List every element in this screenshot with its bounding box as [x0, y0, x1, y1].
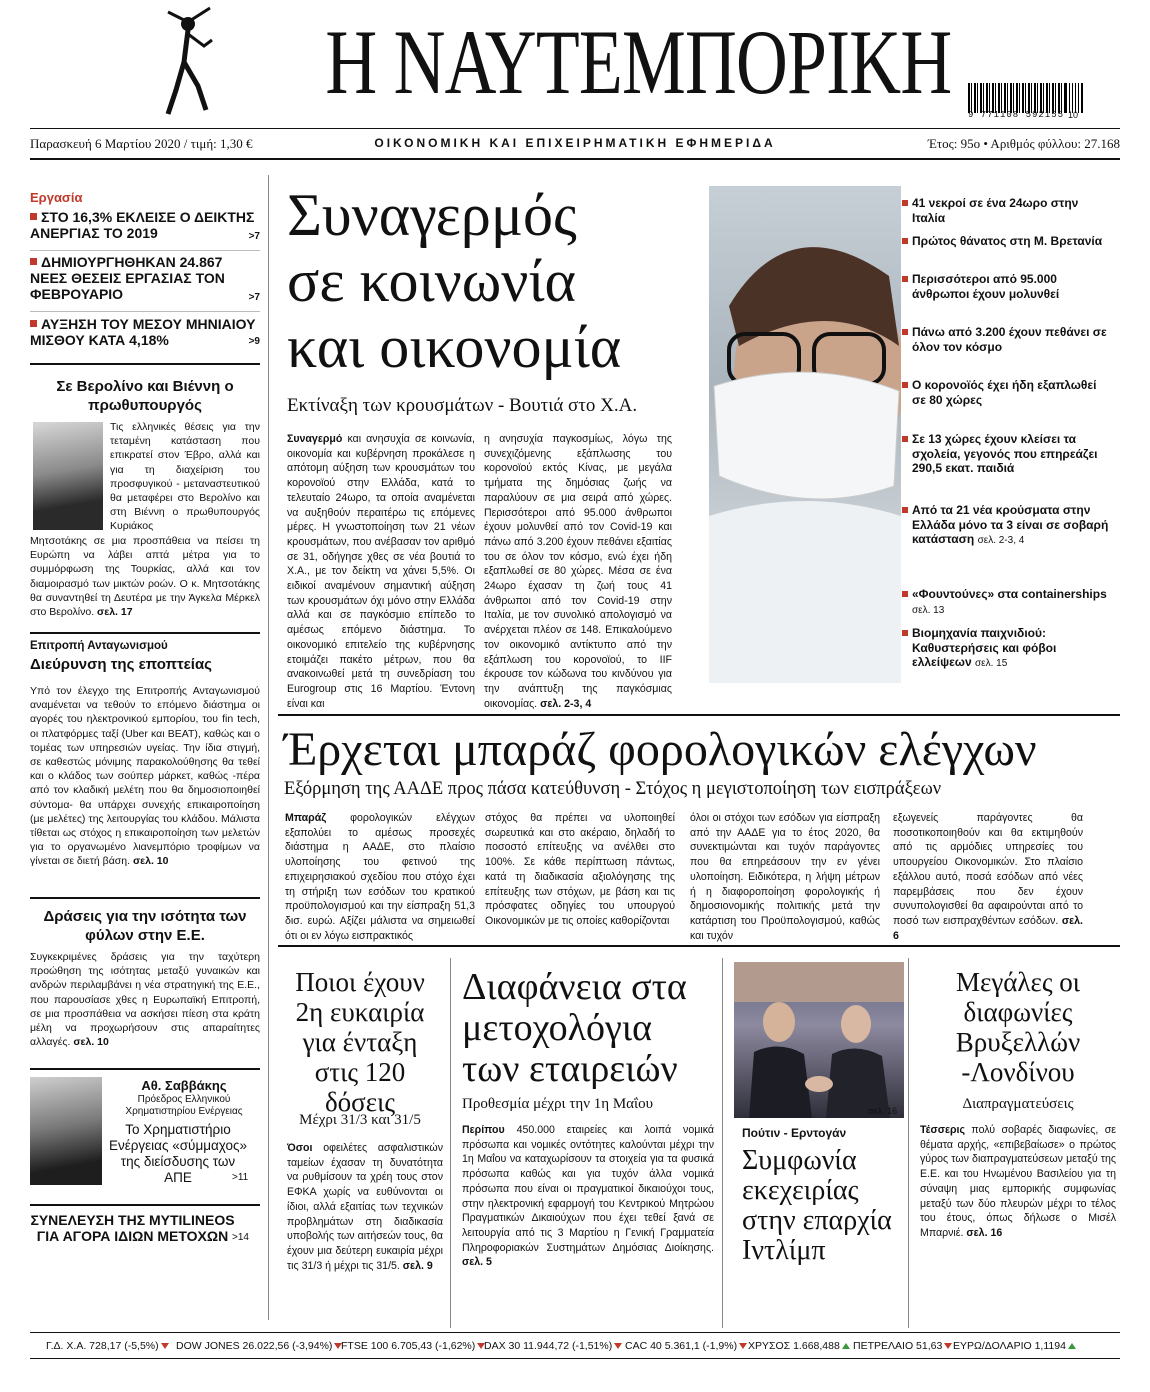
comp-body-text: Υπό τον έλεγχο της Επιτροπής Ανταγωνισμού αναμένεται να τεθούν το επόμενο διάστημα οι αγορές του ηλεκτρονικού εμπορίου, του fin tech, οι πλατφόρμες ταξί (Uber και BEAT), καθώς και ο τομέας των υπηρεσιών υγείας. Την ίδια στιγμή, σε καθεστώς μόνιμης παρακολούθησης θα τεθεί και ο κλάδος των σούπερ μάρκετ, καθώς -πέρα από τον κλαδική μελέτη που θα δημοσιοποιηθεί σύντομα- θα υπάρχει συνεχής επικαιροποίηση (με μελέτες) της λειτουργίας του κλάδου. Μάλιστα τίθεται ως στόχος η επικαιροποίηση των μελετών για το οργανωμένο λιανεμπόριο τροφίμων να γίνεται σε διετή βάση.: [30, 685, 260, 868]
barcode-small: [1066, 83, 1082, 113]
left-bullet: [30, 209, 260, 245]
up-arrow-icon: [1068, 1343, 1076, 1349]
fact-item: [912, 432, 1112, 476]
page-ref: >7: [248, 292, 260, 303]
dose-deck: Μέχρι 31/3 και 31/5: [299, 1112, 421, 1128]
ticker-value: 728,17 (-5,5%): [89, 1340, 159, 1352]
fact-text: Σε 13 χώρες έχουν κλείσει τα σχολεία, γεγονός που επηρεάζει 290,5 εκατ. παιδιά: [912, 432, 1098, 475]
fact-item: [912, 378, 1112, 407]
eq-ref: σελ. 10: [73, 1036, 109, 1049]
ticker-name: DOW JONES: [176, 1340, 240, 1352]
tax-col4-text: εξωγενείς παράγοντες θα ποσοτικοποιηθούν και θα εκτιμηθούν από τις αρμόδιες υπηρεσίες του υπουργείου Οικονομικών. Στο πλαίσιο εξάλλου αυτό, ποσά εσόδων από νέες παρεμβάσεις που δεν έχουν συνυπολογισθεί θα αφαιρούνται από το ποσό των εισπραχθέντων εσόδων.: [893, 812, 1083, 927]
ticker-value: 6.705,43 (-1,62%): [391, 1340, 476, 1352]
eq-headline: Δράσεις για την ισότητα των φύλων στην Ε.Ε.: [43, 908, 247, 944]
dose-text: οφειλέτες ασφαλιστικών ταμείων έχασαν τη δυνατότητα να ρυθμίσουν τα χρέη τους στον ΕΦΚΑ χωρίς να ευθύνονται οι ίδιοι, αλλά εξαιτίας των τεχνικών προβλημάτων στη διαδικασία υποβολής των αιτήσεών τους, θα έχουν μια δεύτερη ευκαιρία μέχρι τις 31/3 ή μέχρι τις 31/5.: [287, 1142, 443, 1272]
ticker-item: [46, 1340, 169, 1352]
fact-text: 41 νεκροί σε ένα 24ωρο στην Ιταλία: [912, 196, 1079, 225]
barcode-small-number: 10: [1068, 110, 1079, 120]
ticker-item: [176, 1340, 342, 1352]
tax-col4-ref: σελ. 6: [893, 914, 1084, 942]
lead-col2-ref: σελ. 2-3, 4: [540, 697, 592, 710]
ticker-item: [953, 1340, 1076, 1352]
savvakis-quote: Το Χρηματιστήριο Ενέργειας «σύμμαχος» της διείσδυσης των ΑΠΕ: [108, 1122, 248, 1185]
fact-text: Από τα 21 νέα κρούσματα στην Ελλάδα μόνο τα 3 είναι σε σοβαρή κατάσταση: [912, 503, 1109, 546]
transp-ref: σελ. 5: [462, 1256, 492, 1269]
down-arrow-icon: [739, 1343, 747, 1349]
fact-text: «Φουντούνες» στα containerships: [912, 587, 1107, 601]
fact-ref: σελ. 2-3, 4: [977, 535, 1025, 546]
fact-item: [912, 234, 1112, 249]
tax-col1-text: φορολογικών ελέγχων εξαπολύει το αμέσως προσεχές διάστημα η ΑΑΔΕ, στο πλαίσιο υλοποίησης του φετινού της επιχειρησιακού σχεδίου που στόχο έχει τη στήριξη των εσόδων του κρατικού προϋπολογισμού και την είσπραξη 51,3 δισ. ευρώ. Αξίζει μάλιστα να σημειωθεί ότι οι εν λόγω εισπρακτικός: [285, 812, 475, 942]
putin-headline: Συμφωνία εκεχειρίας στην επαρχία Ιντλίμπ: [742, 1145, 892, 1266]
tax-col3-text: όλοι οι στόχοι των εσόδων για είσπραξη από την ΑΑΔΕ για το έτος 2020, θα συνεκτιμώνται και τυχόν παράγοντες που θα επηρεάσουν την εν γένει υλοποίηση. Ειδικότερα, η λήψη μέτρων ή η διαφοροποίηση φορολογικής ή δημοσιονομικής πολιτικής μετά την κατάρτιση του Προϋπολογισμού, καθώς και τυχόν: [690, 812, 880, 942]
hermes-logo: [158, 2, 220, 120]
down-arrow-icon: [161, 1343, 169, 1349]
lead-col1-text: και ανησυχία σε κοινωνία, οικονομία και κυβέρνηση προκάλεσε η απότομη αύξηση των κρουσμάτων του κορονοϊού στην Ελλάδα, κατά το τελευταίο 24ωρο, τα οποία αναμένεται να αυξηθούν περαιτέρω τις επόμενες μέρες. Η γνωστοποίηση των 21 νέων κρουσμάτων, που ανέβασαν τον αριθμό σε 31, οδήγησε χθες σε νέα βουτιά το Χ.Α., με τον δείκτη να χάνει 5,5%. Οι ειδικοί αναμένουν σημαντική αύξηση των κρουσμάτων όχι μόνο στην Ελλάδα αλλά και σε παγκόσμιο επίπεδο το αμέσως επόμενο διάστημα. Το οικονομικό επιτελείο της κυβέρνησης ετοιμάζει πακέτο μέτρων, που θα ανακοινωθεί μετά τη συνεδρίαση του Eurogroup στις 16 Μαρτίου. Έντονη είναι και: [287, 433, 475, 710]
brexit-lead: Τέσσερις: [920, 1124, 965, 1136]
page-ref: >7: [248, 231, 260, 242]
pm-photo: [33, 422, 103, 530]
bullet-text: ΔΗΜΙΟΥΡΓΗΘΗΚΑΝ 24.867 ΝΕΕΣ ΘΕΣΕΙΣ ΕΡΓΑΣΙΑΣ ΤΟΝ ΦΕΒΡΟΥΑΡΙΟ: [30, 254, 225, 302]
tax-col-3: [690, 811, 880, 943]
transp-text: 450.000 εταιρείες και λοιπά νομικά πρόσωπα και νομικές οντότητες καλούνται μέχρι την 1η Μαΐου να καταχωρίσουν τα στοιχεία για τα φυσικά πρόσωπα καθώς και για τυχόν άλλα νομικά πρόσωπα που είναι οι πραγματικοί δικαιούχοι τους, στην ηλεκτρονική εφαρμογή του Κεντρικού Μητρώου Πραγματικών Δικαιούχων που έχει τεθεί ξανά σε λειτουργία από τις 3 Μαρτίου η Γενική Γραμματεία Πληροφοριακών Συστημάτων Δημόσιας Διοίκησης.: [462, 1124, 714, 1254]
issue-info: Έτος: 95ο • Αριθμός φύλλου: 27.168: [927, 136, 1120, 151]
ticker-name: ΕΥΡΩ/ΔΟΛΑΡΙΟ: [953, 1340, 1032, 1352]
lead-col1-lead: Συναγερμό: [287, 433, 343, 445]
savvakis-role: Πρόεδρος Ελληνικού Χρηματιστηρίου Ενέργειας: [125, 1094, 243, 1117]
ticker-name: CAC 40: [625, 1340, 662, 1352]
fact-text: Πάνω από 3.200 έχουν πεθάνει σε όλον τον κόσμο: [912, 325, 1107, 354]
page-ref: >9: [248, 336, 260, 347]
savvakis-page: >11: [232, 1172, 249, 1183]
ticker-item: [341, 1340, 485, 1352]
ticker-value: 51,63: [916, 1340, 943, 1352]
bullet-text: ΣΤΟ 16,3% ΕΚΛΕΙΣΕ Ο ΔΕΙΚΤΗΣ ΑΝΕΡΓΙΑΣ ΤΟ 2019: [30, 209, 255, 241]
ticker-name: ΠΕΤΡΕΛΑΙΟ: [853, 1340, 914, 1352]
ticker-item: [625, 1340, 747, 1352]
comp-ref: σελ. 10: [132, 855, 169, 868]
fact-item: [912, 272, 1112, 301]
transp-headline: Διαφάνεια στα μετοχολόγια των εταιρειών: [462, 966, 687, 1090]
bullet-square-icon: [30, 258, 37, 265]
brexit-headline: Μεγάλες οι διαφωνίες Βρυξελλών -Λονδίνου: [955, 967, 1081, 1087]
transp-deck: Προθεσμία μέχρι την 1η Μαΐου: [462, 1096, 654, 1112]
ticker-name: ΧΡΥΣΟΣ: [748, 1340, 791, 1352]
ticker-value: 1,1194: [1034, 1340, 1066, 1352]
down-arrow-icon: [944, 1343, 952, 1349]
ticker-item: [853, 1340, 952, 1352]
barcode-number: 9 771108 592155: [968, 110, 1065, 120]
eq-body-text: Συγκεκριμένες δράσεις για την ταχύτερη προώθηση της ισότητας μεταξύ γυναικών και ανδρών περιλαμβάνει η νέα στρατηγική της Ε.Ε., που παρουσίασε χθες η Ευρωπαϊκή Επιτροπή, σε μια προσπάθεια να ασκήσει πίεση στα κράτη μέλη να προχωρήσουν στις απαραίτητες αλλαγές.: [30, 951, 260, 1049]
masthead-title: Η ΝΑΥΤΕΜΠΟΡΙΚΗ: [325, 11, 952, 113]
fact-item: [912, 503, 1112, 549]
ticker-value: 11.944,72 (-1,51%): [523, 1340, 613, 1352]
left-bullet: [30, 316, 260, 350]
tax-col1-lead: Μπαράζ: [285, 812, 327, 824]
lead-col-1: [287, 432, 475, 711]
transp-lead: Περίπου: [462, 1124, 505, 1136]
bullet-square-icon: [30, 320, 37, 327]
left-bullet: [30, 254, 260, 306]
brexit-deck: Διαπραγματεύσεις: [962, 1096, 1074, 1112]
fact-item: [912, 196, 1112, 225]
putin-erdogan-photo: [734, 962, 904, 1118]
fact-text: Πρώτος θάνατος στη Μ. Βρετανία: [912, 234, 1103, 248]
section-label-ergasia: Εργασία: [30, 190, 83, 205]
tax-col-1: [285, 811, 475, 943]
brexit-ref: σελ. 16: [966, 1226, 1003, 1239]
mytilineos-headline: ΣΥΝΕΛΕΥΣΗ ΤΗΣ MYTILINEOS ΓΙΑ ΑΓΟΡΑ ΙΔΙΩΝ ΜΕΤΟΧΩΝ: [30, 1212, 235, 1244]
tax-col-4: [893, 811, 1083, 943]
pm-headline: Σε Βερολίνο και Βιέννη ο πρωθυπουργός: [56, 378, 234, 414]
fact-item: [912, 626, 1112, 672]
ticker-item: [748, 1340, 850, 1352]
pm-body-top: Τις ελληνικές θέσεις για την τεταμένη κατάσταση που επικρατεί στον Έβρο, αλλά και για τη διαχείριση του προσφυγικού - μεταναστευτικού θα μεταφέρει στο Βερολίνο και στη Βιέννη ο πρωθυπουργός Κυριάκος: [110, 421, 260, 533]
masthead-subtitle: ΟΙΚΟΝΟΜΙΚΗ ΚΑΙ ΕΠΙΧΕΙΡΗΜΑΤΙΚΗ ΕΦΗΜΕΡΙΔΑ: [374, 136, 776, 150]
mytilineos-page: >14: [232, 1232, 249, 1243]
comp-headline: Διεύρυνση της εποπτείας: [30, 656, 212, 673]
dose-ref: σελ. 9: [402, 1259, 433, 1272]
ticker-name: FTSE 100: [341, 1340, 389, 1352]
fact-item: [912, 587, 1112, 618]
fact-text: Περισσότεροι από 95.000 άνθρωποι έχουν μολυνθεί: [912, 272, 1060, 301]
date-price: Παρασκευή 6 Μαρτίου 2020 / τιμή: 1,30 €: [30, 136, 253, 151]
transp-body: [462, 1123, 714, 1270]
ticker-value: 1.668,488: [793, 1340, 840, 1352]
lead-headline-1: Συναγερμός: [287, 182, 577, 248]
ticker-value: 26.022,56 (-3,94%): [242, 1340, 333, 1352]
brexit-text: πολύ σοβαρές διαφωνίες, σε θέματα αρχής, «επιβεβαίωσε» ο πρώτος γύρος των διαπραγματεύσεων μεταξύ της Ε.Ε. και του Ηνωμένου Βασιλείου για τη σύναψη μιας εμπορικής συμφωνίας μεταξύ των δύο πλευρών μέχρι το τέλος του έτους, όπως δήλωσε ο Μισέλ Μπαρνιέ.: [920, 1124, 1116, 1239]
up-arrow-icon: [842, 1343, 850, 1349]
lead-col2-text: η ανησυχία παγκοσμίως, λόγω της συνεχιζόμενης εξάπλωσης του κορονοϊού εκτός Κίνας, με μεγάλα τμήματα της δημόσιας ζωής να παραλύουν σε μια σειρά από χώρες. Περισσότεροι από 95.000 άνθρωποι έχουν μολυνθεί από τον Covid-19 και πάνω από 3.200 έχουν πεθάνει εξαιτίας του σε όλον τον κόσμο, ενώ έχει ήδη εξαπλωθεί σε 80 χώρες. Μέσα σε ένα 24ωρο έχασαν τη ζωή τους 41 άνθρωποι από τον Covid-19 στην Ιταλία, με τον συνολικό απολογισμό να ανέρχεται πλέον σε 148. Επικαλούμενο τον οικονομικό αντίκτυπο από την εξάπλωση του κορονοϊού, το ΙΙF έκρουσε τον κώδωνα του κινδύνου για την ανάπτυξη της παγκόσμιας οικονομίας.: [484, 433, 672, 710]
fact-text: Βιομηχανία παιχνιδιού: Καθυστερήσεις και φόβοι ελλείψεων: [912, 626, 1057, 669]
putin-photo-ref: σελ. 16: [868, 1106, 898, 1116]
bullet-square-icon: [30, 213, 37, 220]
fact-item: [912, 325, 1112, 354]
lead-deck: Εκτίναξη των κρουσμάτων - Βουτιά στο Χ.Α.: [287, 395, 638, 416]
savvakis-photo: [30, 1077, 102, 1185]
pm-ref: σελ. 17: [97, 606, 133, 619]
down-arrow-icon: [614, 1343, 622, 1349]
putin-kicker: Πούτιν - Ερντογάν: [742, 1126, 847, 1140]
lead-headline-3: και οικονομία: [287, 314, 622, 380]
tax-col2-text: στόχος θα πρέπει να υλοποιηθεί σωρευτικά και στο ακέραιο, δηλαδή το ποσοστό επίτευξης να ανέλθει στο 100%. Σε κάθε περίπτωση πάντως, κατά τη διαδικασία αξιολόγησης της επίτευξης των στόχων, με βάση και τις πρόσφατες οδηγίες του υπουργού Οικονομικών με τις οποίες καθορίζονται: [485, 812, 675, 927]
fact-ref: σελ. 15: [974, 658, 1008, 669]
tax-col-2: [485, 811, 675, 929]
ticker-value: 5.361,1 (-1,9%): [664, 1340, 738, 1352]
fact-ref: σελ. 13: [912, 604, 945, 616]
brexit-body: [920, 1123, 1116, 1241]
pm-body-bottom: [30, 534, 260, 619]
tax-headline: Έρχεται μπαράζ φορολογικών ελέγχων: [284, 723, 1037, 776]
ticker-name: Γ.Δ. Χ.Α.: [46, 1340, 87, 1352]
tax-deck: Εξόρμηση της ΑΑΔΕ προς πάσα κατεύθυνση - Στόχος η μεγιστοποίηση των εισπράξεων: [284, 779, 942, 799]
dose-lead: Όσοι: [287, 1142, 313, 1154]
lead-headline-2: σε κοινωνία: [287, 248, 576, 314]
lead-photo-mask-woman: [709, 186, 901, 683]
pm-body-text: Μητσοτάκης σε μια προσπάθεια να πείσει τη Ευρώπη να λάβει απτά μέτρα για το συμμόρφωση της Τουρκίας, αλλά και τον διαμοιρασμό των μικτών ροών. Ο κ. Μητσοτάκης θα συναντηθεί τη Δευτέρα με την Άγκελα Μέρκελ στο Βερολίνο.: [30, 535, 260, 619]
lead-col-2: [484, 432, 672, 711]
fact-text: Ο κορονοϊός έχει ήδη εξαπλωθεί σε 80 χώρες: [912, 378, 1097, 407]
comp-body: [30, 684, 260, 869]
comp-label: Επιτροπή Ανταγωνισμού: [30, 640, 168, 652]
dose-headline: Ποιοι έχουν 2η ευκαιρία για ένταξη στις 120 δόσεις: [295, 967, 425, 1117]
eq-body: [30, 950, 260, 1049]
ticker-item: [484, 1340, 622, 1352]
ticker-name: DAX 30: [484, 1340, 521, 1352]
savvakis-name: Αθ. Σαββάκης: [141, 1078, 227, 1093]
dose-body: [287, 1141, 443, 1273]
bullet-text: ΑΥΞΗΣΗ ΤΟΥ ΜΕΣΟΥ ΜΗΝΙΑΙΟΥ ΜΙΣΘΟΥ ΚΑΤΑ 4,18%: [30, 316, 256, 348]
